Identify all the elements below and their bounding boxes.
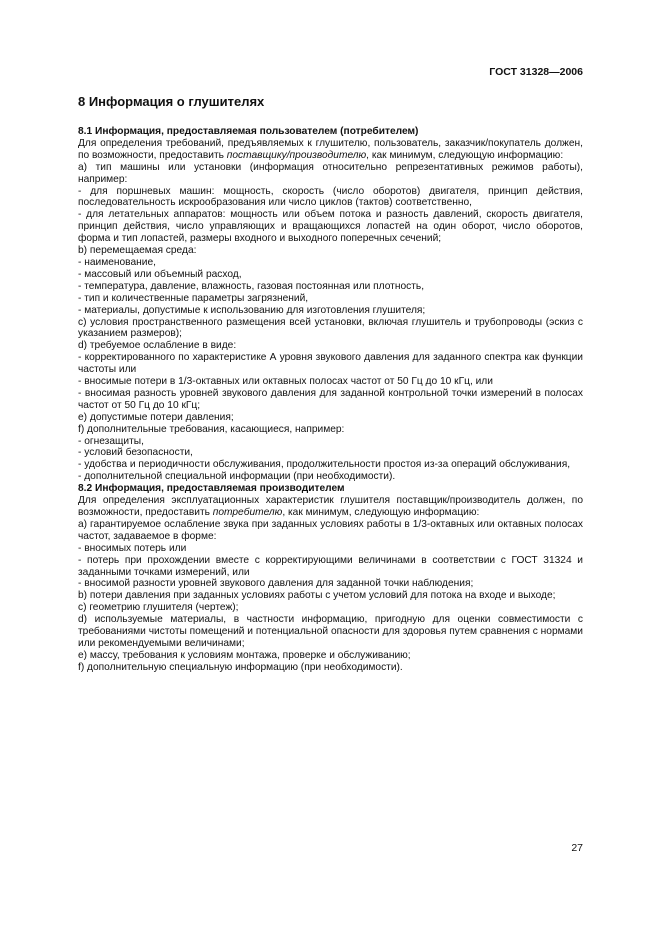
- list-item: e) массу, требования к условиям монтажа, проверке и обслуживанию;: [78, 649, 411, 661]
- list-item: - наименование,: [78, 256, 156, 268]
- list-item: - тип и количественные параметры загрязнений,: [78, 292, 309, 304]
- page-number: 27: [571, 842, 583, 854]
- list-item: - дополнительной специальной информации (при необходимости).: [78, 471, 396, 483]
- list-item: - для поршневых машин: мощность, скорость (число оборотов) двигателя, принцип действия, последовательность искрообразования или число циклов (тактов) соответственно,: [78, 185, 583, 209]
- document-id: ГОСТ 31328—2006: [489, 66, 583, 78]
- list-item: e) допустимые потери давления;: [78, 411, 234, 423]
- subsection-title-8-2: 8.2 Информация, предоставляемая производителем: [78, 483, 345, 495]
- list-item: - вносимые потери в 1/3-октавных или октавных полосах частот от 50 Гц до 10 кГц, или: [78, 376, 493, 388]
- intro-text: Для определения эксплуатационных характеристик глушителя поставщик/производитель должен, по возможности, предоставить: [78, 495, 583, 518]
- list-item: а) тип машины или установки (информация относительно репрезентативных режимов работы), например:: [78, 161, 583, 185]
- list-item: - корректированного по характеристике А уровня звукового давления для заданного спектра как функции частоты или: [78, 352, 583, 376]
- list-item: - потерь при прохождении вместе с корректирующими величинами в соответствии с ГОСТ 31324 и заданными точками измерений, или: [78, 554, 583, 578]
- list-item: а) гарантируемое ослабление звука при заданных условиях работы в 1/3-октавных или октавных полосах частот, задаваемое в форме:: [78, 518, 583, 542]
- list-item: d) требуемое ослабление в виде:: [78, 340, 237, 352]
- list-item: - температура, давление, влажность, газовая постоянная или плотность,: [78, 280, 425, 292]
- requirements-list-8-1: [78, 162, 583, 483]
- list-item: - вносимая разность уровней звукового давления для заданной контрольной точки измерений в полосах частот от 50 Гц до 10 кГц;: [78, 387, 583, 411]
- list-item: - вносимых потерь или: [78, 542, 187, 554]
- requirements-list-8-2: [78, 519, 583, 674]
- subsection-intro-8-1: [78, 138, 583, 162]
- subsection-title-8-1: 8.1 Информация, предоставляемая пользователем (потребителем): [78, 126, 419, 137]
- intro-text: Для определения требований, предъявляемых к глушителю, пользователь, заказчик/покупатель должен, по возможности, предоставить: [78, 137, 583, 161]
- page-content: [78, 95, 583, 674]
- list-item: - для летательных аппаратов: мощность или объем потока и разность давлений, скорость двигателя, принцип действия, число управляющих и вращающихся лопастей на один оборот, число оборотов, форма и тип лопастей, размеры входного и выходного поперечных сечений;: [78, 209, 583, 245]
- intro-emphasis: поставщику/производителю: [226, 149, 367, 161]
- list-item: - вносимой разности уровней звукового давления для заданной точки наблюдения;: [78, 578, 474, 590]
- intro-emphasis: потребителю: [212, 507, 283, 518]
- list-item: b) потери давления при заданных условиях работы с учетом условий для потока на входе и выходе;: [78, 590, 556, 602]
- subsection-intro-8-2: [78, 495, 583, 519]
- list-item: d) используемые материалы, в частности информацию, пригодную для оценки совместимости с требованиями чистоты помещений и потенциальной опасности для здоровья путем сравнения с нормами или рекомендуемыми величинами;: [78, 614, 583, 649]
- list-item: c) геометрию глушителя (чертеж);: [78, 602, 239, 614]
- intro-text: , как минимум, следующую информацию:: [282, 507, 480, 518]
- list-item: - удобства и периодичности обслуживания, продолжительности простоя из-за операций обслуживания,: [78, 459, 571, 471]
- list-item: f) дополнительную специальную информацию (при необходимости).: [78, 661, 403, 673]
- list-item: - условий безопасности,: [78, 447, 193, 459]
- list-item: f) дополнительные требования, касающиеся, например:: [78, 423, 345, 435]
- intro-text: , как минимум, следующую информацию:: [366, 149, 564, 161]
- list-item: c) условия пространственного размещения всей установки, включая глушитель и трубопроводы (эскиз с указанием размеров);: [78, 316, 583, 340]
- list-item: - огнезащиты,: [78, 435, 144, 447]
- list-item: b) перемещаемая среда:: [78, 245, 197, 257]
- list-item: - массовый или объемный расход,: [78, 268, 242, 280]
- list-item: - материалы, допустимые к использованию для изготовления глушителя;: [78, 304, 426, 316]
- section-title: 8 Информация о глушителях: [78, 94, 265, 109]
